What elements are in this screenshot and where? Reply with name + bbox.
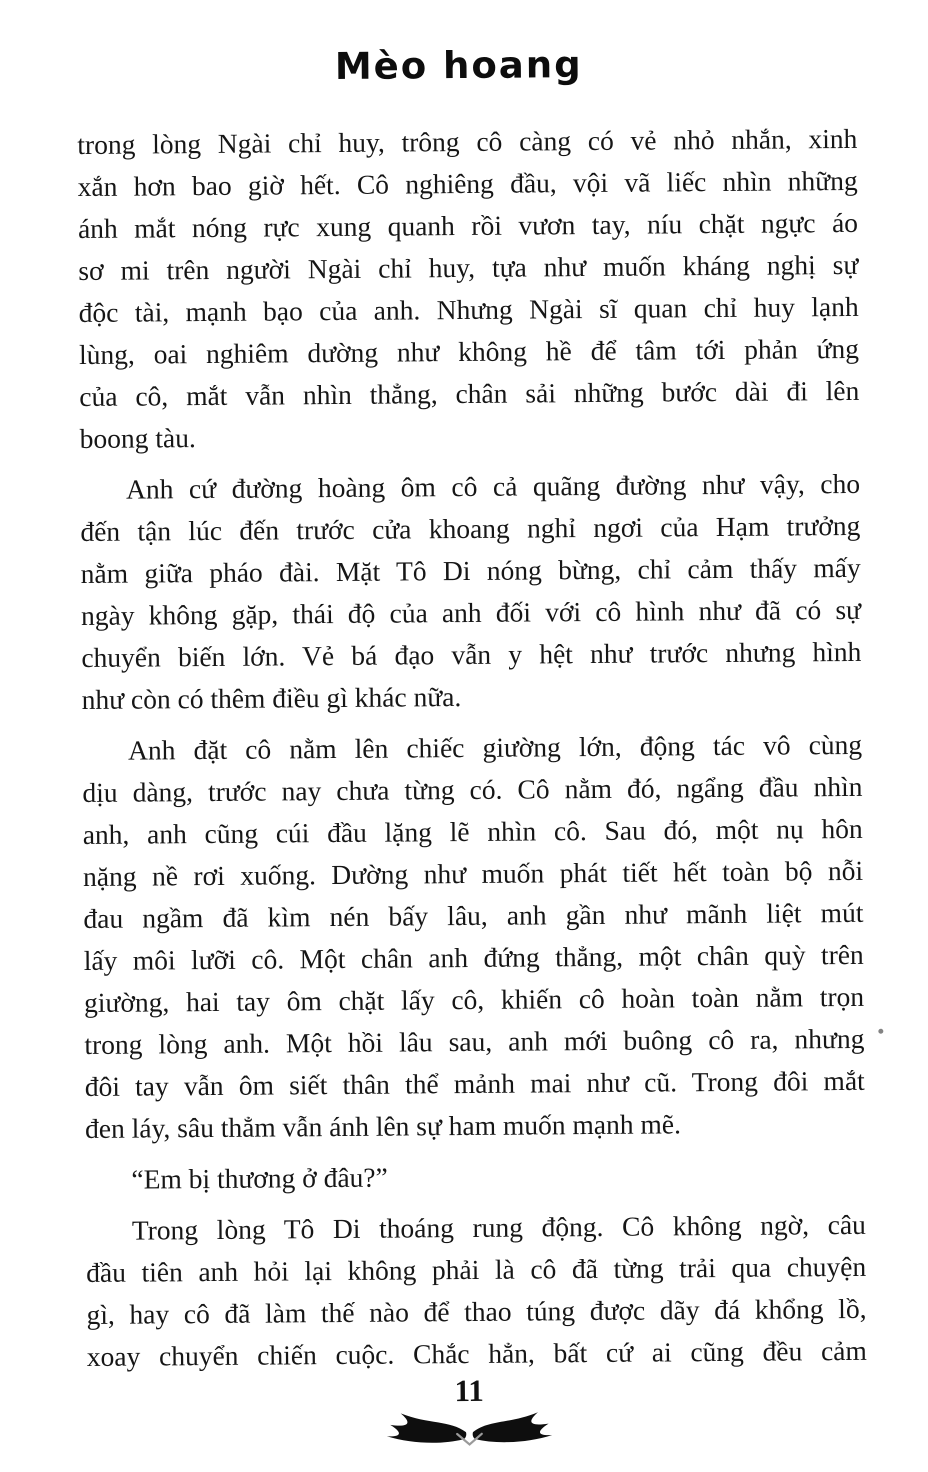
page-number: 11 bbox=[454, 1372, 484, 1409]
paragraph bbox=[80, 463, 862, 721]
text-line: ngày không gặp, thái độ của anh đối với cô hình như đã có sự bbox=[80, 593, 862, 632]
text-line: sơ mi trên người Ngài chỉ huy, tựa như muốn kháng nghị sự bbox=[78, 248, 859, 287]
text-line: xắn hơn bao giờ hết. Cô nghiêng đầu, vội vã liếc nhìn những bbox=[77, 164, 858, 203]
text-line: trong lòng anh. Một hồi lâu sau, anh mới buông cô ra, nhưng bbox=[84, 1022, 865, 1060]
body-text bbox=[77, 118, 867, 1378]
text-line: chuyển biến lớn. Vẻ bá đạo vẫn y hệt như trước nhưng hình bbox=[81, 635, 862, 674]
paragraph bbox=[86, 1204, 867, 1378]
text-line: “Em bị thương ở đâu?” bbox=[131, 1161, 388, 1195]
text-line: lùng, oai nghiêm dường như không hề để tâm tới phản ứng bbox=[78, 332, 860, 371]
text-line: Trong lòng Tô Di thoáng rung động. Cô không ngờ, câu bbox=[131, 1208, 866, 1246]
paragraph bbox=[82, 724, 865, 1150]
text-line: xoay chuyển chiến cuộc. Chắc hẳn, bất cứ ai cũng đều cảm bbox=[86, 1334, 867, 1372]
text-line: dịu dàng, trước nay chưa từng có. Cô nằm đó, ngẩng đầu nhìn bbox=[82, 770, 863, 808]
text-line: độc tài, mạnh bạo của anh. Nhưng Ngài sĩ quan chỉ huy lạnh bbox=[78, 290, 859, 329]
text-line: đen láy, sâu thẳm vẫn ánh lên sự ham muốn mạnh mẽ. bbox=[84, 1108, 682, 1144]
text-line: đau ngầm đã kìm nén bấy lâu, anh gần như mãnh liệt mút bbox=[83, 896, 864, 934]
paragraph bbox=[77, 118, 860, 460]
scan-artifact-dot bbox=[878, 1029, 883, 1034]
text-line: gì, hay cô đã làm thế nào để thao túng được dãy đá khổng lồ, bbox=[86, 1292, 867, 1330]
text-line: nằm giữa pháo đài. Mặt Tô Di nóng bừng, chỉ cảm thấy mấy bbox=[80, 551, 861, 590]
running-header-title: Mèo hoang bbox=[334, 43, 583, 88]
paragraph-dialogue bbox=[85, 1153, 865, 1201]
text-line: boong tàu. bbox=[79, 422, 196, 455]
text-line: lấy môi lưỡi cô. Một chân anh đứng thẳng, một chân quỳ trên bbox=[83, 938, 864, 976]
text-line: Anh cứ đường hoàng ôm cô cả quãng đường như vậy, cho bbox=[125, 467, 861, 505]
text-line: ánh mắt nóng rực xung quanh rồi vươn tay, níu chặt ngực áo bbox=[77, 206, 859, 245]
text-line: của cô, mắt vẫn nhìn thẳng, chân sải những bước dài đi lên bbox=[79, 374, 860, 413]
page-footer bbox=[5, 1370, 928, 1451]
text-line: Anh đặt cô nằm lên chiếc giường lớn, động tác vô cùng bbox=[127, 728, 863, 766]
text-line: trong lòng Ngài chỉ huy, trông cô càng có vẻ nhỏ nhắn, xinh bbox=[77, 122, 858, 161]
text-line: giường, hai tay ôm chặt lấy cô, khiến cô hoàn toàn nằm trọn bbox=[83, 980, 865, 1018]
wing-flourish-icon bbox=[364, 1403, 574, 1449]
text-line: nặng nề rơi xuống. Dường như muốn phát tiết hết toàn bộ nỗi bbox=[82, 854, 864, 892]
text-line: anh, anh cũng cúi đầu lặng lẽ nhìn cô. Sau đó, một nụ hôn bbox=[82, 812, 863, 850]
text-line: đầu tiên anh hỏi lại không phải là cô đã từng trải qua chuyện bbox=[86, 1250, 867, 1288]
text-line: như còn có thêm điều gì khác nữa. bbox=[81, 681, 462, 716]
text-line: đôi tay vẫn ôm siết thân thể mảnh mai như cũ. Trong đôi mắt bbox=[84, 1064, 865, 1102]
text-line: đến tận lúc đến trước cửa khoang nghỉ ngơi của Hạm trưởng bbox=[80, 509, 861, 548]
